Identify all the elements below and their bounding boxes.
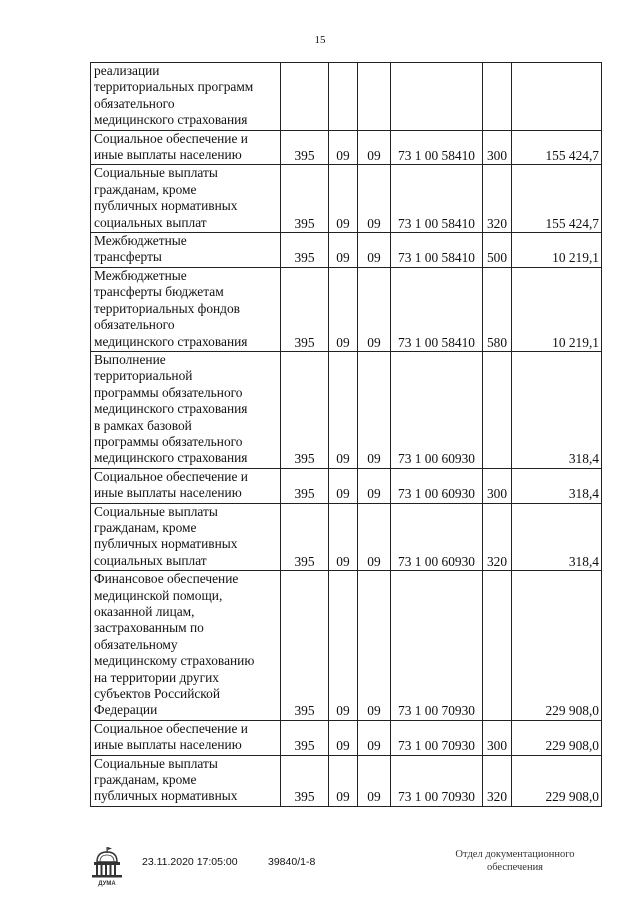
- amount: 10 219,1: [512, 233, 602, 268]
- duma-logo: [90, 846, 126, 888]
- ministry-code: 395: [281, 165, 329, 233]
- budget-table: [90, 62, 602, 807]
- subsection-code: 09: [358, 503, 391, 571]
- target-article-code: 73 1 00 58410: [391, 267, 483, 351]
- page-footer: [0, 846, 640, 896]
- row-name: Межбюджетные трансферты: [91, 233, 281, 268]
- section-code: 09: [329, 233, 358, 268]
- subsection-code: [358, 63, 391, 131]
- amount: 229 908,0: [512, 755, 602, 806]
- section-code: 09: [329, 351, 358, 468]
- expense-type-code: 300: [483, 720, 512, 755]
- table-row: [91, 571, 602, 721]
- amount: 318,4: [512, 351, 602, 468]
- amount: 10 219,1: [512, 267, 602, 351]
- stamp-document-number: 39840/1-8: [268, 856, 316, 868]
- subsection-code: 09: [358, 233, 391, 268]
- table-row: [91, 233, 602, 268]
- row-name: Межбюджетные трансферты бюджетам территориальных фондов обязательного медицинского страхования: [91, 267, 281, 351]
- section-code: 09: [329, 571, 358, 721]
- ministry-code: 395: [281, 351, 329, 468]
- target-article-code: [391, 63, 483, 131]
- amount: 318,4: [512, 503, 602, 571]
- amount: 229 908,0: [512, 571, 602, 721]
- row-name: Социальные выплаты гражданам, кроме публичных нормативных: [91, 755, 281, 806]
- page-number: 15: [314, 34, 326, 46]
- ministry-code: 395: [281, 130, 329, 165]
- table-row: [91, 165, 602, 233]
- ministry-code: 395: [281, 503, 329, 571]
- expense-type-code: 580: [483, 267, 512, 351]
- ministry-code: 395: [281, 468, 329, 503]
- table-row: [91, 755, 602, 806]
- table-row: [91, 468, 602, 503]
- ministry-code: [281, 63, 329, 131]
- expense-type-code: [483, 571, 512, 721]
- subsection-code: 09: [358, 130, 391, 165]
- target-article-code: 73 1 00 58410: [391, 130, 483, 165]
- table-row: [91, 267, 602, 351]
- ministry-code: 395: [281, 720, 329, 755]
- expense-type-code: 320: [483, 165, 512, 233]
- table-row: [91, 503, 602, 571]
- department-stamp: [430, 848, 600, 874]
- table-row: [91, 130, 602, 165]
- target-article-code: 73 1 00 60930: [391, 503, 483, 571]
- department-line-1: Отдел документационного: [455, 849, 575, 860]
- section-code: 09: [329, 503, 358, 571]
- ministry-code: 395: [281, 267, 329, 351]
- table-row: [91, 720, 602, 755]
- row-name: Социальные выплаты гражданам, кроме публичных нормативных социальных выплат: [91, 165, 281, 233]
- subsection-code: 09: [358, 720, 391, 755]
- section-code: 09: [329, 755, 358, 806]
- expense-type-code: [483, 63, 512, 131]
- row-name: Социальное обеспечение и иные выплаты населению: [91, 130, 281, 165]
- section-code: [329, 63, 358, 131]
- subsection-code: 09: [358, 755, 391, 806]
- table-row: [91, 351, 602, 468]
- amount: [512, 63, 602, 131]
- expense-type-code: 300: [483, 130, 512, 165]
- expense-type-code: 300: [483, 468, 512, 503]
- logo-text: ДУМА: [98, 881, 116, 887]
- row-name: реализации территориальных программ обязательного медицинского страхования: [91, 63, 281, 131]
- row-name: Социальные выплаты гражданам, кроме публичных нормативных социальных выплат: [91, 503, 281, 571]
- row-name: Социальное обеспечение и иные выплаты населению: [91, 720, 281, 755]
- amount: 155 424,7: [512, 165, 602, 233]
- expense-type-code: 500: [483, 233, 512, 268]
- target-article-code: 73 1 00 70930: [391, 755, 483, 806]
- stamp-date: 23.11.2020 17:05:00: [142, 856, 238, 868]
- target-article-code: 73 1 00 60930: [391, 351, 483, 468]
- subsection-code: 09: [358, 571, 391, 721]
- target-article-code: 73 1 00 58410: [391, 233, 483, 268]
- ministry-code: 395: [281, 233, 329, 268]
- subsection-code: 09: [358, 468, 391, 503]
- ministry-code: 395: [281, 755, 329, 806]
- section-code: 09: [329, 165, 358, 233]
- table-body: [91, 63, 602, 807]
- department-line-2: обеспечения: [486, 862, 544, 873]
- row-name: Выполнение территориальной программы обязательного медицинского страхования в рамках базовой программы обязательного медицинского страхования: [91, 351, 281, 468]
- row-name: Социальное обеспечение и иные выплаты населению: [91, 468, 281, 503]
- target-article-code: 73 1 00 70930: [391, 720, 483, 755]
- section-code: 09: [329, 720, 358, 755]
- row-name: Финансовое обеспечение медицинской помощи, оказанной лицам, застрахованным по обязательному медицинскому страхованию на территории других субъектов Российской Федерации: [91, 571, 281, 721]
- section-code: 09: [329, 267, 358, 351]
- table-row: [91, 63, 602, 131]
- section-code: 09: [329, 130, 358, 165]
- subsection-code: 09: [358, 165, 391, 233]
- ministry-code: 395: [281, 571, 329, 721]
- expense-type-code: 320: [483, 755, 512, 806]
- expense-type-code: 320: [483, 503, 512, 571]
- expense-type-code: [483, 351, 512, 468]
- subsection-code: 09: [358, 267, 391, 351]
- section-code: 09: [329, 468, 358, 503]
- target-article-code: 73 1 00 58410: [391, 165, 483, 233]
- amount: 229 908,0: [512, 720, 602, 755]
- amount: 155 424,7: [512, 130, 602, 165]
- subsection-code: 09: [358, 351, 391, 468]
- target-article-code: 73 1 00 60930: [391, 468, 483, 503]
- target-article-code: 73 1 00 70930: [391, 571, 483, 721]
- amount: 318,4: [512, 468, 602, 503]
